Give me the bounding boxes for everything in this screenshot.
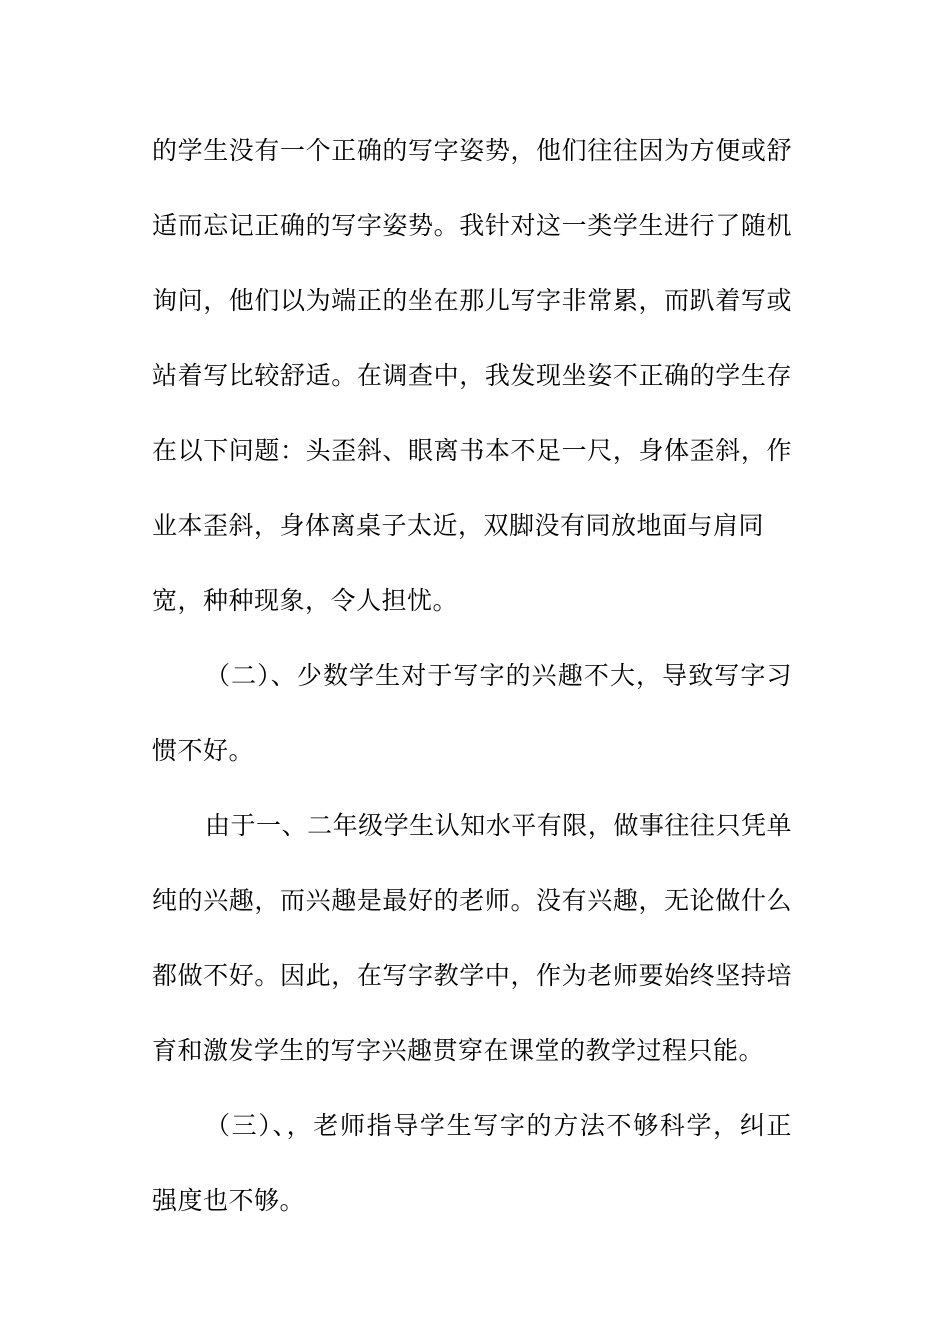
paragraph-1-line-2: 适而忘记正确的写字姿势。我针对这一类学生进行了随机 — [152, 211, 792, 240]
paragraph-3-line-2: 纯的兴趣，而兴趣是最好的老师。没有兴趣，无论做什么 — [152, 886, 792, 915]
paragraph-3-line-3: 都做不好。因此，在写字教学中，作为老师要始终坚持培 — [152, 961, 792, 990]
section-2-heading-line-2: 惯不好。 — [152, 736, 255, 765]
paragraph-1-line-4: 站着写比较舒适。在调查中，我发现坐姿不正确的学生存 — [152, 361, 792, 390]
paragraph-1-line-3: 询问，他们以为端正的坐在那儿写字非常累，而趴着写或 — [152, 286, 792, 315]
paragraph-1-line-7: 宽，种种现象，令人担忧。 — [152, 586, 459, 615]
paragraph-3-line-1: 由于一、二年级学生认知水平有限，做事往往只凭单 — [205, 811, 792, 840]
section-2-heading-line-1: （二）、少数学生对于写字的兴趣不大，导致写字习 — [205, 661, 792, 690]
paragraph-1-line-6: 业本歪斜，身体离桌子太近，双脚没有同放地面与肩同 — [152, 511, 765, 540]
paragraph-1-line-5: 在以下问题：头歪斜、眼离书本不足一尺，身体歪斜，作 — [152, 436, 792, 465]
section-3-heading-line-1: （三）、，老师指导学生写字的方法不够科学，纠正 — [205, 1111, 792, 1140]
paragraph-1-line-1: 的学生没有一个正确的写字姿势，他们往往因为方便或舒 — [152, 136, 792, 165]
paragraph-3-line-4: 育和激发学生的写字兴趣贯穿在课堂的教学过程只能。 — [152, 1036, 765, 1065]
section-3-heading-line-2: 强度也不够。 — [152, 1186, 306, 1215]
